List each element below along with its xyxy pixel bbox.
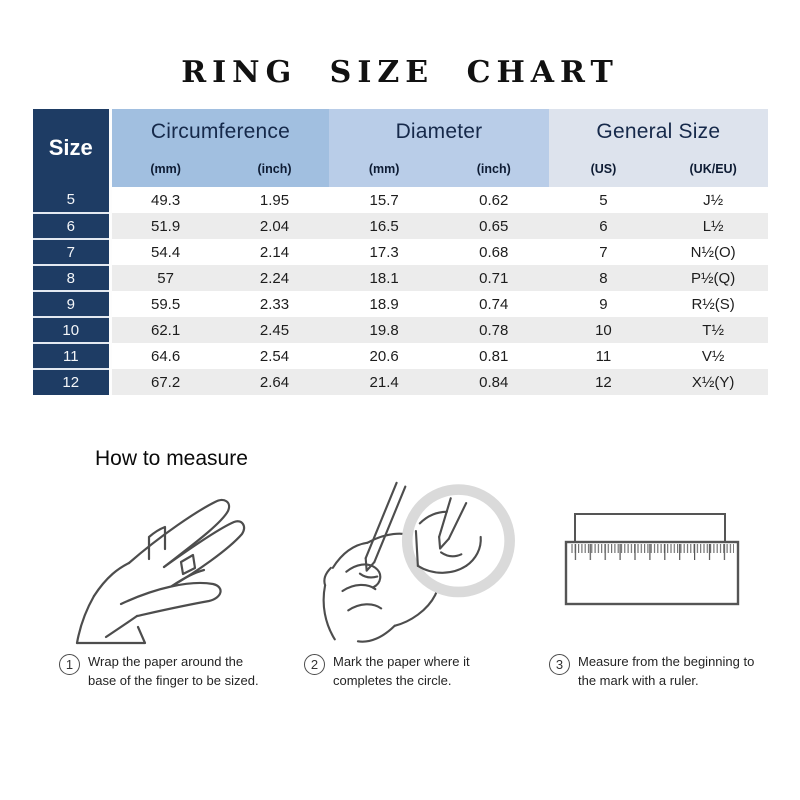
size-cell: 5 [33, 187, 110, 213]
size-cell: 7 [33, 239, 110, 265]
value-cell: X½(Y) [691, 373, 735, 391]
table-row [33, 343, 768, 369]
value-cell: 20.6 [369, 347, 399, 365]
subheader-circumference-mm: (mm) [110, 155, 220, 187]
value-cell: 16.5 [369, 217, 399, 235]
value-cell: 15.7 [369, 191, 399, 209]
value-cell: 62.1 [151, 321, 181, 339]
value-cell: 0.62 [479, 191, 509, 209]
value-cell: J½ [703, 191, 724, 209]
value-cell: 0.78 [479, 321, 509, 339]
value-cell: 12 [595, 373, 612, 391]
step-number-badge: 1 [59, 654, 80, 675]
value-cell: 0.65 [479, 217, 509, 235]
value-cell: 7 [599, 243, 608, 261]
value-cell: 11 [595, 347, 612, 365]
value-cell: 2.24 [259, 269, 290, 287]
value-cell: 2.45 [259, 321, 290, 339]
value-cell: 51.9 [151, 217, 181, 235]
value-cell: L½ [702, 217, 724, 235]
value-cell: 2.14 [259, 243, 290, 261]
subheader-circumference-inch: (inch) [220, 155, 330, 187]
step-caption [300, 653, 545, 691]
table-header [33, 109, 768, 187]
value-cell: 59.5 [151, 295, 181, 313]
hand-paper-wrap-illustration [55, 477, 287, 649]
value-cell: 64.6 [151, 347, 181, 365]
size-cell: 11 [33, 343, 110, 369]
value-cell: 6 [599, 217, 608, 235]
how-to-measure-title: How to measure [95, 447, 248, 470]
value-cell: 2.04 [259, 217, 290, 235]
value-cell: 54.4 [151, 243, 181, 261]
header-general-size: General Size [549, 109, 768, 155]
value-cell: 67.2 [151, 373, 181, 391]
step-text-line: Mark the paper where it [333, 654, 470, 669]
value-cell: 19.8 [369, 321, 399, 339]
pen-mark-magnifier-illustration [300, 477, 528, 649]
subheader-diameter-mm: (mm) [329, 155, 439, 187]
value-cell: 49.3 [151, 191, 181, 209]
step-text-line: base of the finger to be sized. [88, 672, 259, 688]
size-cell: 9 [33, 291, 110, 317]
step-caption [545, 653, 790, 691]
size-cell: 10 [33, 317, 110, 343]
table-row [33, 317, 768, 343]
value-cell: 8 [599, 269, 608, 287]
table-row [33, 213, 768, 239]
table-row [33, 187, 768, 213]
value-cell: 0.74 [479, 295, 509, 313]
value-cell: 2.64 [259, 373, 290, 391]
measure-step-2 [300, 477, 545, 691]
header-circumference: Circumference [110, 109, 329, 155]
value-cell: 2.33 [259, 295, 290, 313]
value-cell: 1.95 [259, 191, 290, 209]
step-text-line: completes the circle. [333, 672, 452, 688]
table-row [33, 265, 768, 291]
step-number-badge: 3 [549, 654, 570, 675]
value-cell: 18.1 [369, 269, 399, 287]
value-cell: 0.84 [479, 373, 509, 391]
subheader-uk-eu: (UK/EU) [658, 155, 768, 187]
value-cell: 21.4 [369, 373, 399, 391]
subheader-diameter-inch: (inch) [439, 155, 549, 187]
value-cell: T½ [702, 321, 724, 339]
value-cell: 0.81 [479, 347, 509, 365]
size-cell: 12 [33, 369, 110, 395]
header-size: Size [33, 109, 110, 187]
value-cell: 0.68 [479, 243, 509, 261]
ruler-major-ticks [570, 544, 734, 560]
value-cell: 10 [595, 321, 612, 339]
value-cell: 0.71 [479, 269, 509, 287]
ring-size-table-body [33, 187, 768, 395]
ruler-measure-illustration [545, 477, 790, 649]
value-cell: N½(O) [690, 243, 736, 261]
step-text-line: the mark with a ruler. [578, 672, 699, 688]
value-cell: 17.3 [369, 243, 399, 261]
ring-size-table [33, 109, 768, 395]
value-cell: R½(S) [691, 295, 735, 313]
step-caption [55, 653, 300, 691]
size-cell: 8 [33, 265, 110, 291]
value-cell: P½(Q) [691, 269, 736, 287]
step-number-badge: 2 [304, 654, 325, 675]
magnifier-circle [407, 490, 509, 592]
measure-step-1 [55, 477, 300, 691]
how-to-measure-steps [0, 477, 800, 691]
value-cell: 5 [599, 191, 608, 209]
value-cell: 57 [157, 269, 174, 287]
step-text-line: Wrap the paper around the [88, 654, 244, 669]
header-diameter: Diameter [329, 109, 548, 155]
value-cell: 2.54 [259, 347, 290, 365]
value-cell: 18.9 [369, 295, 399, 313]
table-row [33, 291, 768, 317]
value-cell: 9 [599, 295, 608, 313]
table-row [33, 239, 768, 265]
value-cell: V½ [701, 347, 725, 365]
page-title: RING SIZE CHART [181, 55, 619, 90]
step-text-line: Measure from the beginning to [578, 654, 755, 669]
table-row [33, 369, 768, 395]
measure-step-3 [545, 477, 790, 691]
subheader-us: (US) [549, 155, 659, 187]
size-cell: 6 [33, 213, 110, 239]
